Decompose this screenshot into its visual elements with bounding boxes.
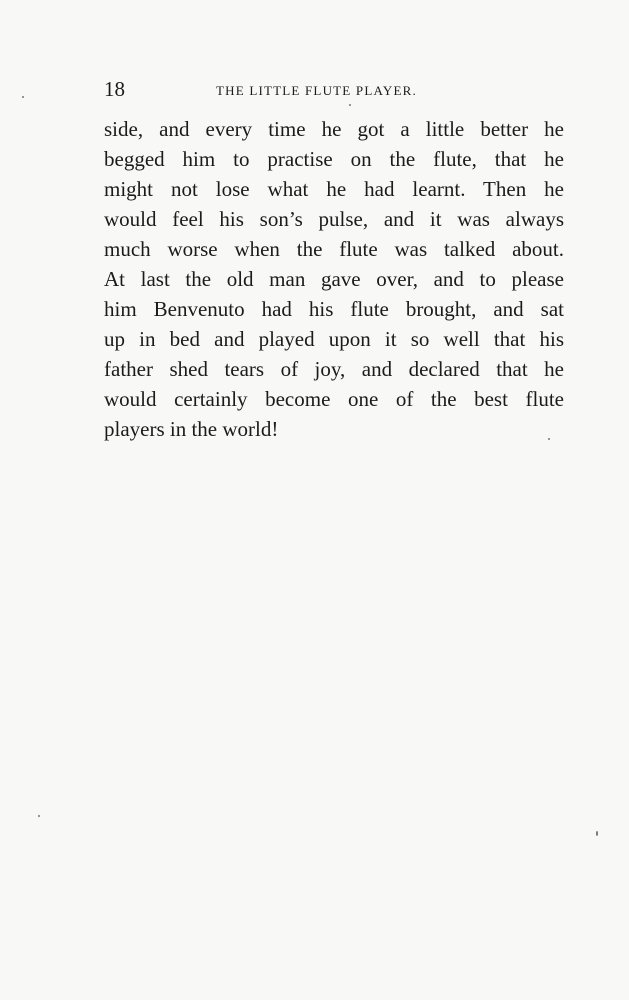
text-line: father shed tears of joy, and declared that he <box>104 357 564 381</box>
text-line: would feel his son’s pulse, and it was always <box>104 207 564 231</box>
print-speck <box>349 104 351 106</box>
text-line: players in the world! <box>104 417 279 441</box>
page-number: 18 <box>104 77 125 101</box>
print-speck <box>596 831 598 836</box>
text-line: At last the old man gave over, and to please <box>104 267 564 291</box>
text-line: up in bed and played upon it so well that his <box>104 327 564 351</box>
running-title: THE LITTLE FLUTE PLAYER. <box>216 83 417 98</box>
running-head <box>104 76 544 106</box>
print-speck <box>38 815 40 817</box>
text-line: might not lose what he had learnt. Then he <box>104 177 564 201</box>
body-paragraph <box>104 114 564 444</box>
text-line: would certainly become one of the best flute <box>104 387 564 411</box>
text-line: much worse when the flute was talked about. <box>104 237 564 261</box>
print-speck <box>22 96 24 98</box>
print-speck <box>548 438 550 440</box>
text-line: side, and every time he got a little better he <box>104 117 564 141</box>
text-line: begged him to practise on the flute, that he <box>104 147 564 171</box>
text-line: him Benvenuto had his flute brought, and sat <box>104 297 564 321</box>
